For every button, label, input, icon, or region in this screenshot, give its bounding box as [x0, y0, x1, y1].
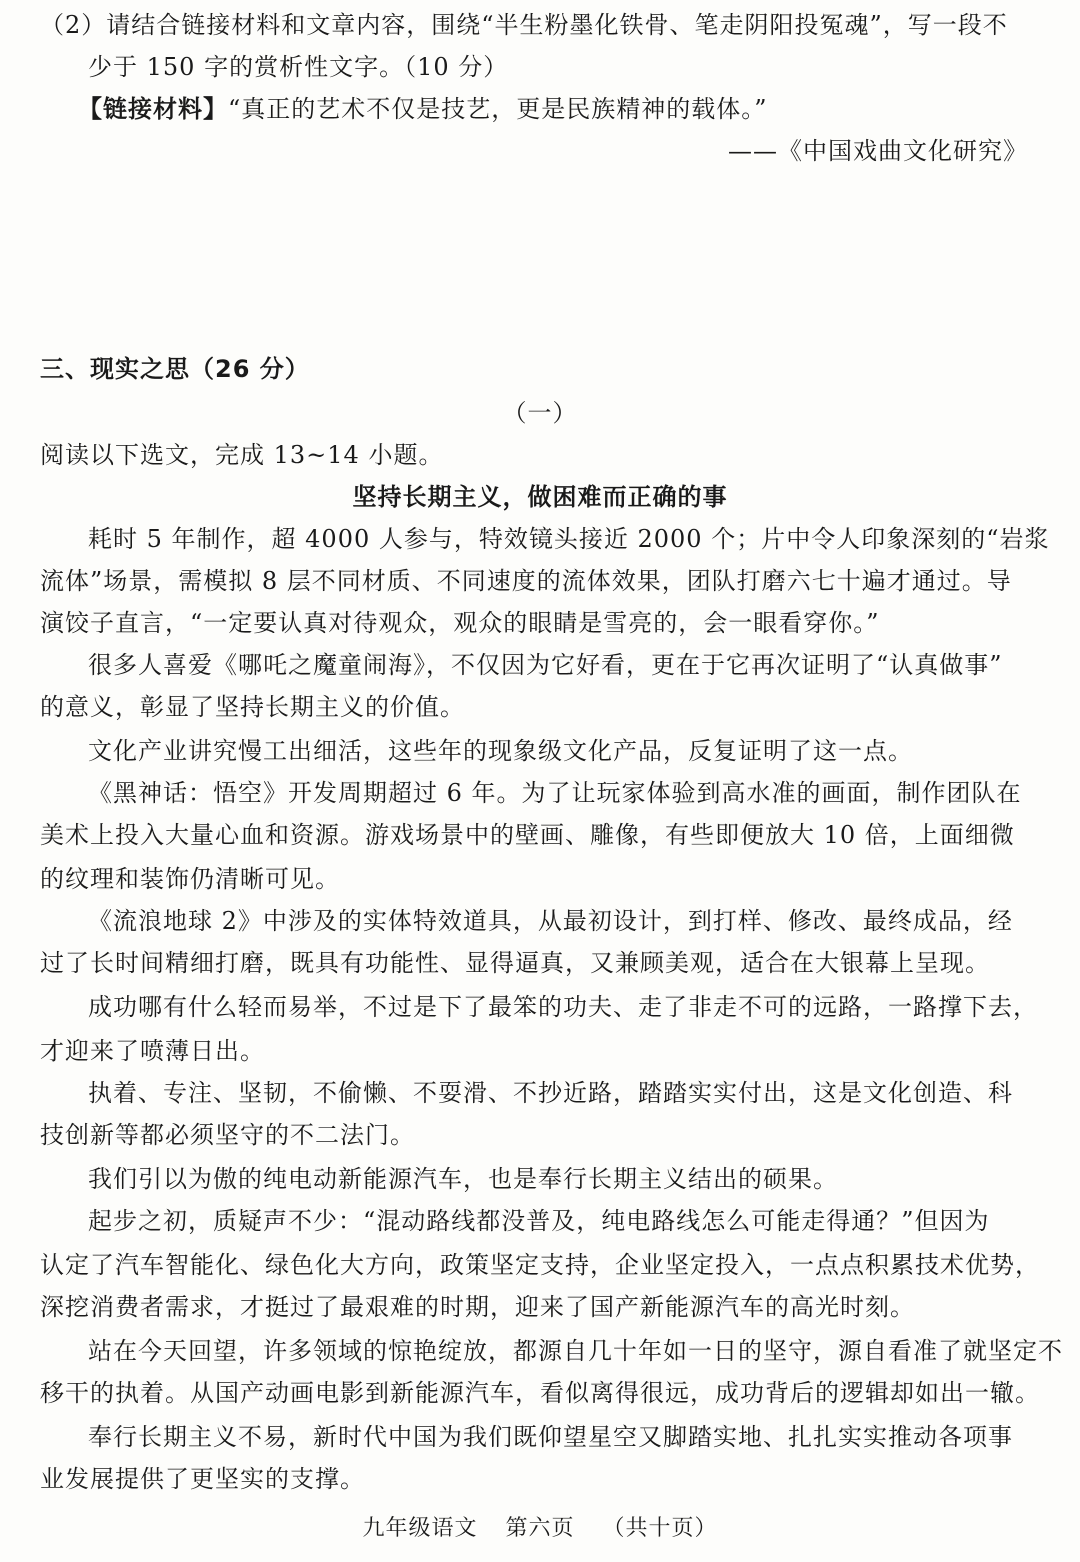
article-line: 很多人喜爱《哪吒之魔童闹海》，不仅因为它好看，更在于它再次证明了“认真做事”	[88, 651, 1003, 679]
article-line: 演饺子直言，“一定要认真对待观众，观众的眼睛是雪亮的，会一眼看穿你。”	[40, 609, 880, 637]
article-line: 流体”场景，需模拟 8 层不同材质、不同速度的流体效果，团队打磨六七十遍才通过。导	[40, 567, 1012, 595]
article-line: 认定了汽车智能化、绿色化大方向，政策坚定支持，企业坚定投入，一点点积累技术优势，	[40, 1251, 1040, 1279]
question-2-line-1: （2）请结合链接材料和文章内容，围绕“半生粉墨化铁骨、笔走阴阳投冤魂”，写一段不	[40, 11, 1008, 39]
article-line: 站在今天回望，许多领域的惊艳绽放，都源自几十年如一日的坚守，源自看准了就坚定不	[88, 1337, 1063, 1365]
link-material-label: 【链接材料】	[78, 95, 228, 123]
reading-instruction: 阅读以下选文，完成 13~14 小题。	[40, 441, 444, 469]
article-line: 的纹理和装饰仍清晰可见。	[40, 865, 340, 893]
part-number: （一）	[502, 399, 578, 427]
footer-grade: 九年级语文	[362, 1516, 478, 1541]
footer-total-pages: （共十页）	[602, 1516, 718, 1541]
article-line: 文化产业讲究慢工出细活，这些年的现象级文化产品，反复证明了这一点。	[88, 737, 913, 765]
article-line: 美术上投入大量心血和资源。游戏场景中的壁画、雕像，有些即便放大 10 倍，上面细微	[40, 821, 1015, 849]
article-line: 耗时 5 年制作，超 4000 人参与，特效镜头接近 2000 个；片中令人印象深刻的“岩浆	[88, 525, 1050, 553]
footer-page-number: 第六页	[505, 1516, 575, 1541]
article-line: 《黑神话：悟空》开发周期超过 6 年。为了让玩家体验到高水准的画面，制作团队在	[88, 779, 1022, 807]
article-line: 的意义，彰显了坚持长期主义的价值。	[40, 693, 465, 721]
article-line: 起步之初，质疑声不少：“混动路线都没普及，纯电路线怎么可能走得通？”但因为	[88, 1207, 990, 1235]
link-material-text: “真正的艺术不仅是技艺，更是民族精神的载体。”	[228, 95, 768, 123]
article-line: 过了长时间精细打磨，既具有功能性、显得逼真，又兼顾美观，适合在大银幕上呈现。	[40, 949, 990, 977]
article-title: 坚持长期主义，做困难而正确的事	[352, 483, 728, 511]
page-footer	[0, 1512, 1080, 1546]
article-line: 技创新等都必须坚守的不二法门。	[40, 1121, 415, 1149]
article-line: 成功哪有什么轻而易举，不过是下了最笨的功夫、走了非走不可的远路，一路撑下去，	[88, 993, 1038, 1021]
article-line: 深挖消费者需求，才挺过了最艰难的时期，迎来了国产新能源汽车的高光时刻。	[40, 1293, 915, 1321]
article-line: 才迎来了喷薄日出。	[40, 1037, 265, 1065]
link-material	[78, 92, 768, 126]
link-material-source: ——《中国戏曲文化研究》	[728, 137, 1028, 165]
article-line: 业发展提供了更坚实的支撑。	[40, 1465, 365, 1493]
section-heading: 三、现实之思（26 分）	[40, 355, 310, 383]
article-line: 移干的执着。从国产动画电影到新能源汽车，看似离得很远，成功背后的逻辑却如出一辙。	[40, 1379, 1040, 1407]
article-line: 我们引以为傲的纯电动新能源汽车，也是奉行长期主义结出的硕果。	[88, 1165, 838, 1193]
article-line: 执着、专注、坚韧，不偷懒、不耍滑、不抄近路，踏踏实实付出，这是文化创造、科	[88, 1079, 1013, 1107]
question-2-line-2: 少于 150 字的赏析性文字。（10 分）	[88, 53, 509, 81]
article-line: 奉行长期主义不易，新时代中国为我们既仰望星空又脚踏实地、扎扎实实推动各项事	[88, 1423, 1013, 1451]
article-line: 《流浪地球 2》中涉及的实体特效道具，从最初设计，到打样、修改、最终成品，经	[88, 907, 1013, 935]
